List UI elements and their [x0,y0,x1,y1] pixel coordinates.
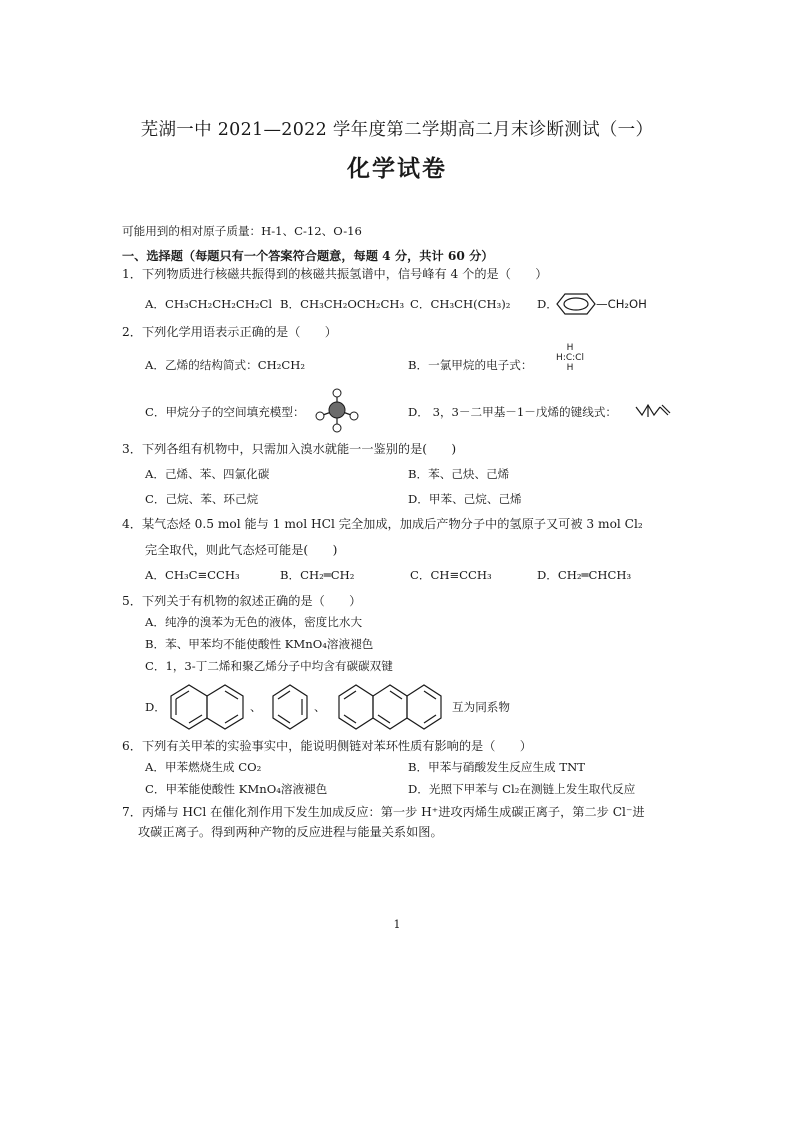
exam-subtitle: 化学试卷 [347,156,447,182]
q2-option-d: D． 3，3－二甲基－1－戊烯的键线式： [408,405,618,419]
anthracene-structure-icon [336,682,446,732]
q2-option-c: C．甲烷分子的空间填充模型： [145,405,305,419]
q1-option-d-label: D． [537,297,558,311]
q6-option-c: C．甲苯能使酸性 KMnO₄溶液褪色 [145,782,328,796]
methane-space-filling-model-icon [312,388,362,434]
q2-stem: 2．下列化学用语表示正确的是（ ） [122,325,337,339]
q5-separator-1: 、 [250,700,262,714]
q6-stem: 6．下列有关甲苯的实验事实中，能说明侧链对苯环性质有影响的是（ ） [122,739,532,753]
q7-stem-line2: 攻碳正离子。得到两种产物的反应进程与能量关系如图。 [138,825,443,839]
q1-option-d-group: —CH₂OH [596,297,647,311]
q3-option-c: C．己烷、苯、环己烷 [145,492,259,506]
atomic-masses: 可能用到的相对原子质量：H-1、C-12、O-16 [122,224,362,238]
q3-option-b: B．苯、己炔、己烯 [408,467,510,481]
q1-option-a: A．CH₃CH₂CH₂CH₂Cl [145,297,273,311]
q5-stem: 5．下列关于有机物的叙述正确的是（ ） [122,594,362,608]
q6-option-b: B．甲苯与硝酸发生反应生成 TNT [408,760,585,774]
q3-option-a: A．己烯、苯、四氯化碳 [145,467,270,481]
chloromethane-electron-formula: H H:C:Cl H [556,343,584,373]
q3-option-d: D．甲苯、己烷、己烯 [408,492,522,506]
section-heading: 一、选择题（每题只有一个答案符合题意，每题 4 分，共计 60 分） [122,249,494,263]
skeletal-formula-icon [634,399,674,421]
q5-option-a: A．纯净的溴苯为无色的液体，密度比水大 [145,615,363,629]
q1-stem: 1．下列物质进行核磁共振得到的核磁共振氢谱中，信号峰有 4 个的是（ ） [122,267,548,281]
benzene-structure-icon [270,682,310,732]
q4-stem-line1: 4．某气态烃 0.5 mol 能与 1 mol HCl 完全加成，加成后产物分子中的氢原子又可被 3 mol Cl₂ [122,517,643,531]
q3-stem: 3．下列各组有机物中，只需加入溴水就能一一鉴别的是( ) [122,442,457,456]
naphthalene-structure-icon [168,682,248,732]
q5-option-c: C．1，3-丁二烯和聚乙烯分子中均含有碳碳双键 [145,659,393,673]
q4-option-c: C．CH≡CCH₃ [410,568,492,582]
q1-option-c: C．CH₃CH(CH₃)₂ [410,297,511,311]
q2-option-a: A．乙烯的结构简式：CH₂CH₂ [145,358,305,372]
q5-option-d-suffix: 互为同系物 [452,700,510,714]
q4-stem-line2: 完全取代，则此气态烃可能是( ) [145,543,338,557]
q4-option-b: B．CH₂═CH₂ [280,568,355,582]
q5-option-d-label: D． [145,700,166,714]
q4-option-d: D．CH₂═CHCH₃ [537,568,632,582]
q4-option-a: A．CH₃C≡CCH₃ [145,568,240,582]
q1-option-b: B．CH₃CH₂OCH₂CH₃ [280,297,405,311]
q5-separator-2: 、 [314,700,326,714]
q6-option-a: A．甲苯燃烧生成 CO₂ [145,760,262,774]
page-number: 1 [393,918,401,931]
q6-option-d: D．光照下甲苯与 Cl₂在测链上发生取代反应 [408,782,636,796]
q5-option-b: B．苯、甲苯均不能使酸性 KMnO₄溶液褪色 [145,637,374,651]
page-title: 芜湖一中 2021—2022 学年度第二学期高二月末诊断测试（一） [140,120,654,140]
q7-stem-line1: 7．丙烯与 HCl 在催化剂作用下发生加成反应：第一步 H⁺进攻丙烯生成碳正离子，第二步 Cl⁻进 [122,805,645,819]
q2-option-b: B．一氯甲烷的电子式： [408,358,533,372]
